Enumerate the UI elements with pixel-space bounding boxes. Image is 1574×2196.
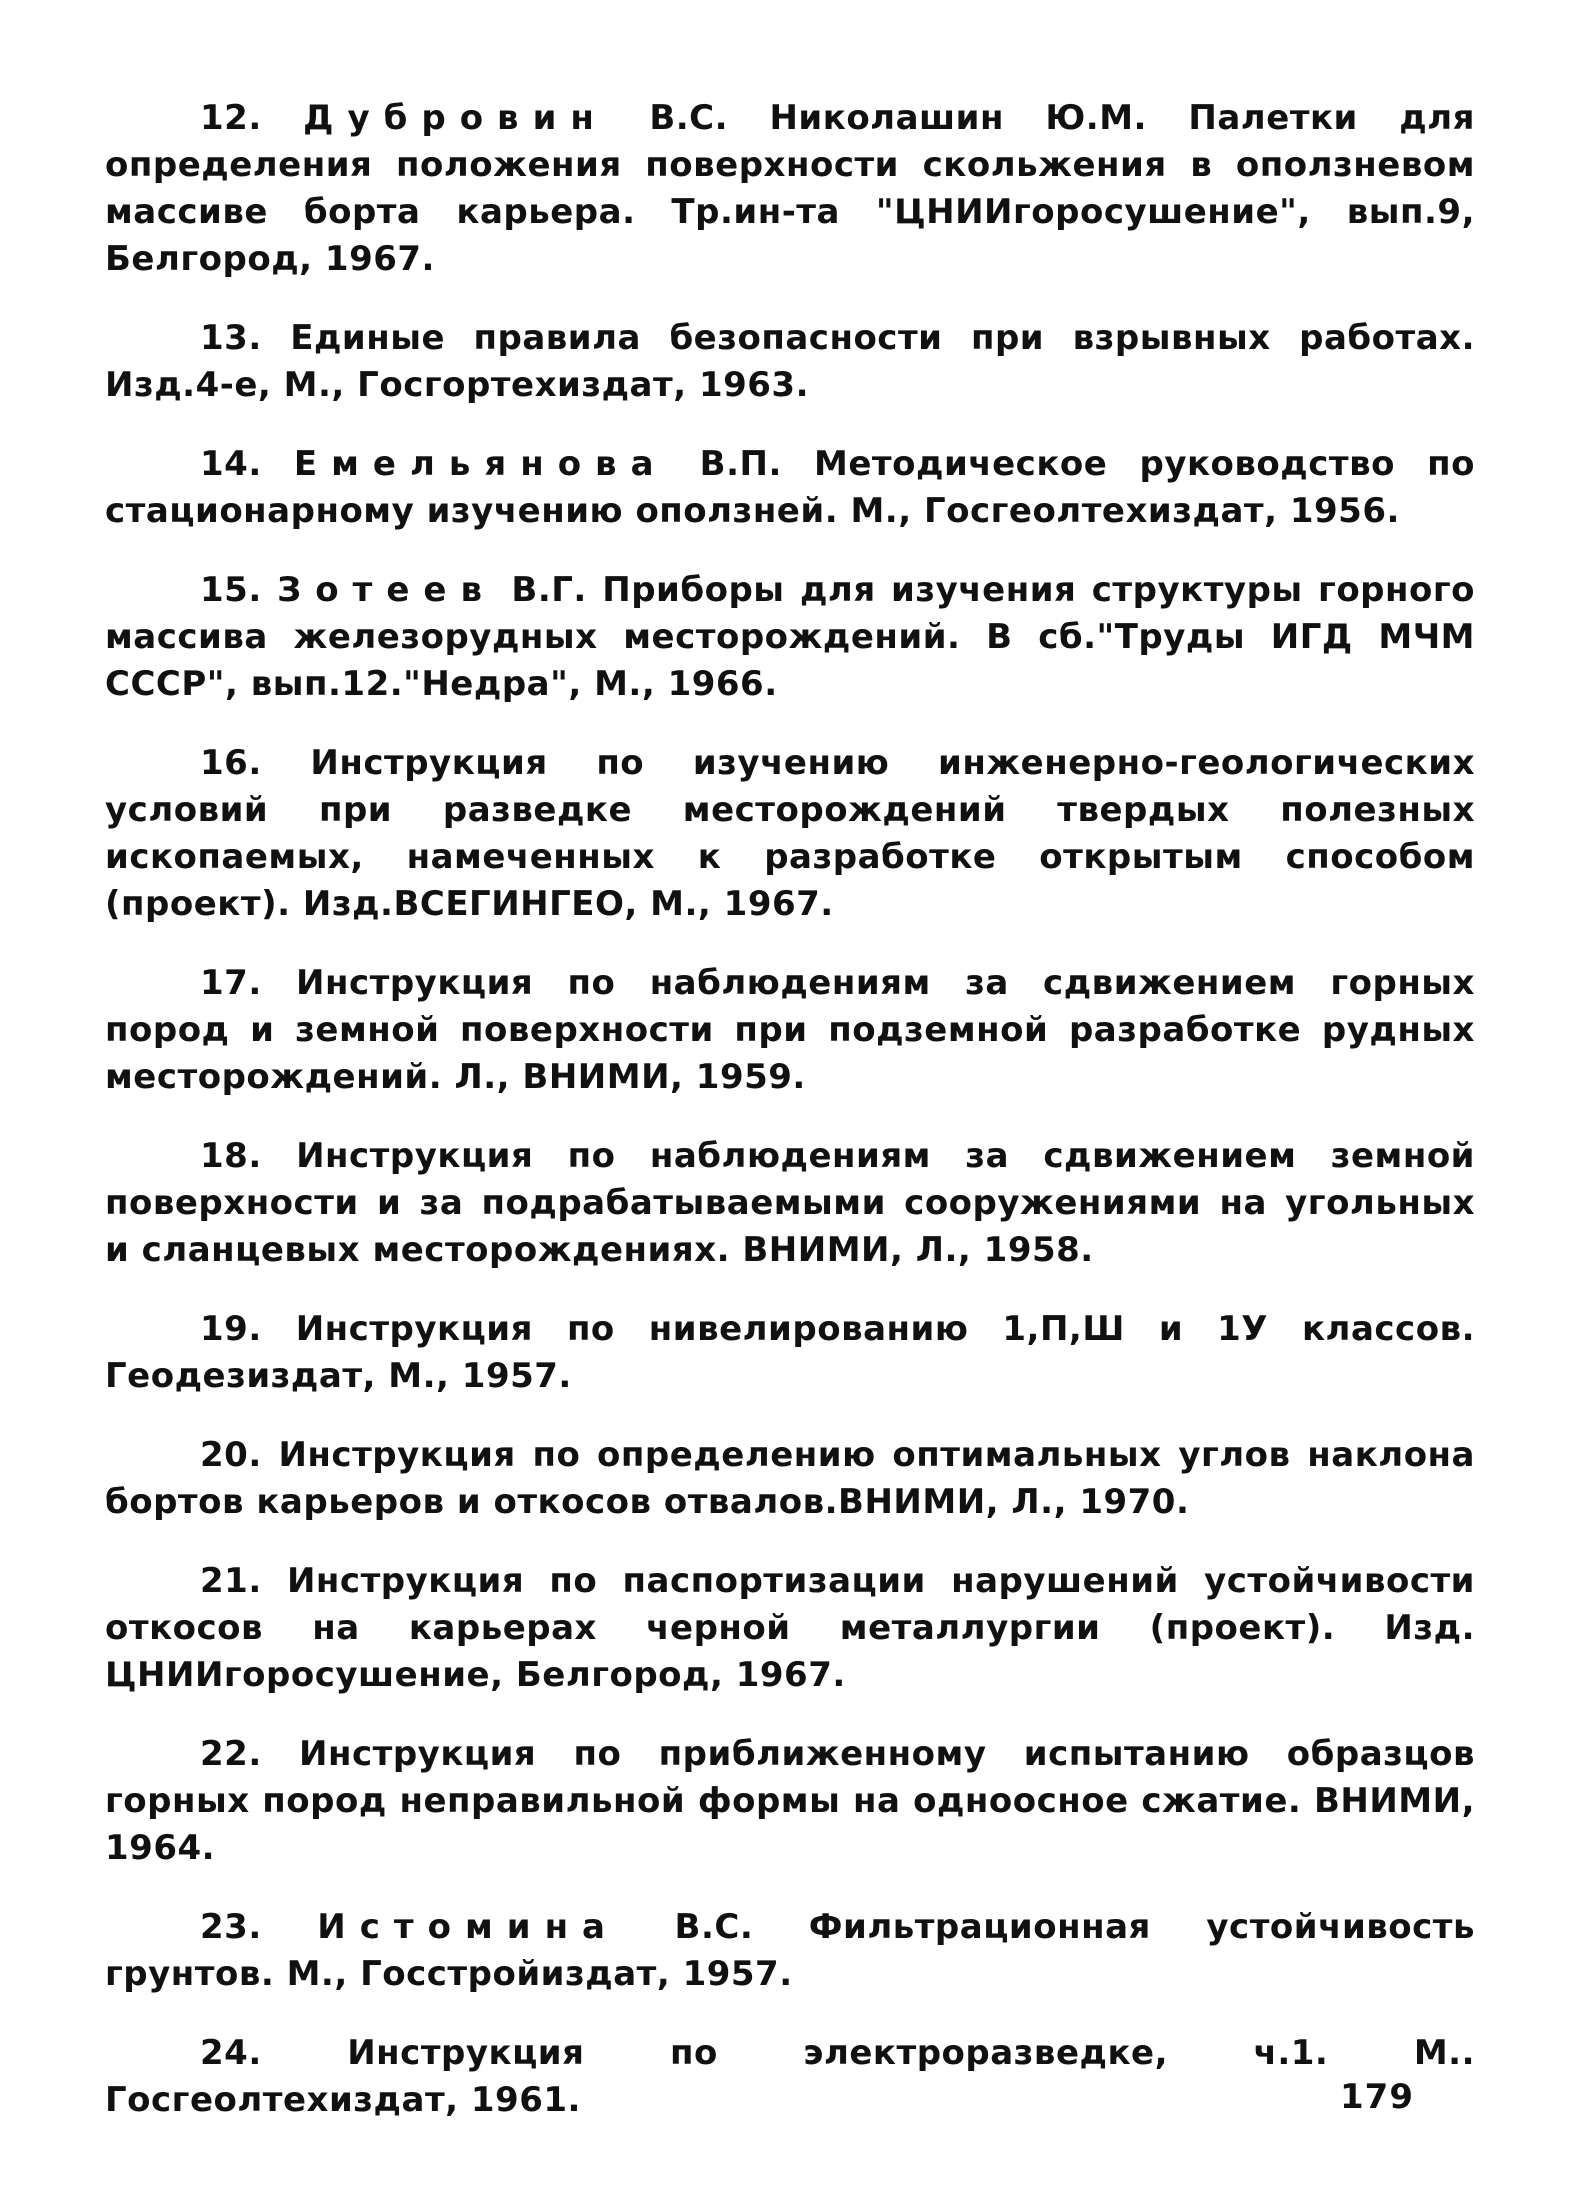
references-list: [105, 95, 1475, 2156]
reference-number: 15.: [200, 570, 262, 610]
reference-number: 18.: [200, 1136, 262, 1176]
reference-author: Дубровин: [303, 98, 608, 138]
reference-entry-16: [105, 740, 1475, 928]
reference-number: 24.: [200, 2033, 262, 2073]
reference-author: Зотеев: [277, 570, 497, 610]
reference-text: Инструкция по приближенному испытанию образцов горных пород неправильной формы на одноосное сжатие. ВНИМИ, 1964.: [105, 1734, 1475, 1868]
reference-number: 12.: [200, 98, 262, 138]
reference-entry-20: [105, 1432, 1475, 1526]
reference-text: В.П. Методическое руководство по стационарному изучению оползней. М., Госгеолтехиздат, 1956.: [105, 444, 1475, 531]
reference-text: Инструкция по наблюдениям за сдвижением горных пород и земной поверхности при подземной разработке рудных месторождений. Л., ВНИМИ, 1959.: [105, 963, 1475, 1097]
reference-entry-14: [105, 441, 1475, 535]
reference-text: Инструкция по паспортизации нарушений устойчивости откосов на карьерах черной металлургии (проект). Изд. ЦНИИгоросушение, Белгород, 1967.: [105, 1561, 1475, 1695]
reference-entry-12: [105, 95, 1475, 283]
reference-number: 22.: [200, 1734, 262, 1774]
reference-entry-18: [105, 1133, 1475, 1274]
reference-text: В.Г. Приборы для изучения структуры горного массива железорудных месторождений. В сб."Труды ИГД МЧМ СССР", вып.12."Недра", М., 1966.: [105, 570, 1475, 704]
reference-number: 19.: [200, 1309, 262, 1349]
reference-entry-21: [105, 1558, 1475, 1699]
reference-author: Емельянова: [293, 444, 668, 484]
reference-text: Инструкция по нивелированию 1,П,Ш и 1У классов. Геодезиздат, М., 1957.: [105, 1309, 1475, 1396]
reference-entry-15: [105, 567, 1475, 708]
reference-entry-22: [105, 1731, 1475, 1872]
reference-number: 20.: [200, 1435, 262, 1475]
reference-entry-17: [105, 960, 1475, 1101]
reference-text: В.С. Фильтрационная устойчивость грунтов. М., Госстройиздат, 1957.: [105, 1907, 1475, 1994]
reference-entry-13: [105, 315, 1475, 409]
reference-number: 14.: [200, 444, 262, 484]
reference-text: Единые правила безопасности при взрывных работах. Изд.4-е, М., Госгортехиздат, 1963.: [105, 318, 1475, 405]
reference-number: 16.: [200, 743, 262, 783]
reference-text: Инструкция по наблюдениям за сдвижением земной поверхности и за подрабатываемыми сооружениями на угольных и сланцевых месторождениях. ВНИМИ, Л., 1958.: [105, 1136, 1475, 1270]
reference-author: Истомина: [317, 1907, 620, 1947]
reference-number: 23.: [200, 1907, 262, 1947]
reference-entry-24: [105, 2030, 1475, 2124]
reference-number: 17.: [200, 963, 262, 1003]
reference-number: 13.: [200, 318, 262, 358]
reference-text: Инструкция по электроразведке, ч.1. М.. Госгеолтехиздат, 1961.: [105, 2033, 1475, 2120]
reference-text: Инструкция по изучению инженерно-геологических условий при разведке месторождений твердых полезных ископаемых, намеченных к разработке открытым способом (проект). Изд.ВСЕГИНГЕО, М., 1967.: [105, 743, 1475, 924]
reference-number: 21.: [200, 1561, 262, 1601]
reference-entry-19: [105, 1306, 1475, 1400]
page-number: 179: [1340, 2077, 1414, 2117]
reference-entry-23: [105, 1904, 1475, 1998]
reference-text: В.С. Николашин Ю.М. Палетки для определения положения поверхности скольжения в оползневом массиве борта карьера. Тр.ин-та "ЦНИИгоросушение", вып.9, Белгород, 1967.: [105, 98, 1475, 279]
reference-text: Инструкция по определению оптимальных углов наклона бортов карьеров и откосов отвалов.ВНИМИ, Л., 1970.: [105, 1435, 1475, 1522]
